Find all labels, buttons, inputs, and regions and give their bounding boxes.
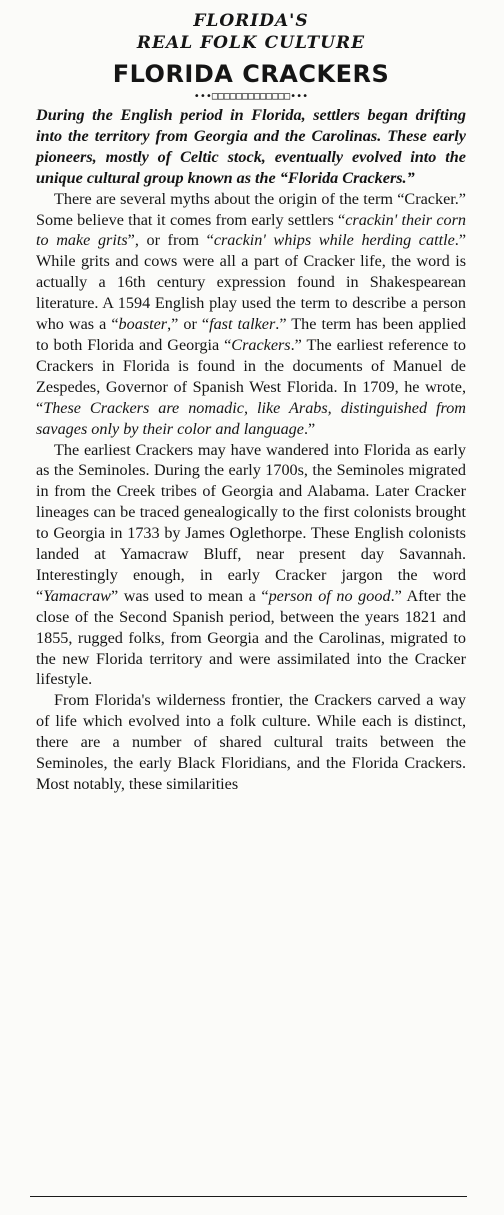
lede-paragraph: During the English period in Florida, settlers began drifting into the territory from Georgia and the Carolinas. These early pioneers, mostly of Celtic stock, eventually evolved into the unique cultural group known as the “Florida Crackers.” [36, 106, 466, 187]
p1-text-8: .” The term has been applied to both Florida and Georgia “ [36, 315, 466, 354]
paragraph-1 [36, 189, 466, 440]
p2-italic-1: Yamacraw [43, 586, 111, 605]
p1-italic-5: boaster [118, 315, 168, 334]
p1-text-0: There are several myths about the origin of the term “Cracker.” Some believe that it comes from early settlers “ [36, 189, 466, 229]
p1-text-4: .” While grits and cows were all a part of Cracker life, the word is actually a 16th century expression found in Shakespearean literature. A 1594 English play used the term to describe a person who was a “ [36, 231, 466, 334]
paragraph-3: From Florida's wilderness frontier, the Crackers carved a way of life which evolved into a folk culture. While each is distinct, there are a number of shared cultural traits between the Seminoles, the early Black Floridians, and the Florida Crackers. Most notably, these similarities [36, 691, 466, 793]
article-title: FLORIDA CRACKERS [112, 60, 390, 88]
paragraph-2 [36, 440, 466, 691]
p1-text-10: .” The earliest reference to Crackers in Florida is found in the documents of Manuel de Zespedes, Governor of Spanish West Florida. In 1709, he wrote, “ [36, 335, 467, 417]
p1-italic-7: fast talker [209, 315, 276, 334]
p2-text-2: ” was used to mean a “ [110, 586, 269, 605]
kicker-line-2: REAL FOLK CULTURE [136, 33, 366, 53]
ornament-divider: •••□□□□□□□□□□□□□••• [193, 91, 309, 102]
p1-text-6: ,” or “ [167, 315, 210, 334]
p1-text-2: ”, or from “ [127, 231, 214, 250]
kicker-line-1: FLORIDA'S [193, 11, 309, 31]
bottom-rule [30, 1196, 467, 1197]
article [36, 10, 466, 795]
p2-text-0: The earliest Crackers may have wandered into Florida as early as the Seminoles. During the early 1700s, the Seminoles migrated in from the Creek tribes of Georgia and Alabama. Later Cracker lineages can be traced genealogically to the first colonists brought to Georgia in 1733 by James Oglethorpe. These English colonists landed at Yamacraw Bluff, near present day Savannah. Interestingly enough, in early Cracker jargon the word “ [36, 440, 466, 605]
p1-italic-3: crackin' whips while herding cattle [213, 231, 455, 250]
p1-text-12: .” [303, 419, 316, 438]
p1-italic-11: These Crackers are nomadic, like Arabs, distinguished from savages only by their color and language [36, 398, 466, 438]
p1-italic-1: crackin' their corn to make grits [36, 210, 466, 250]
p2-italic-3: person of no good [268, 586, 391, 605]
p1-italic-9: Crackers [231, 335, 291, 354]
p2-text-4: .” After the close of the Second Spanish period, between the years 1821 and 1855, rugged folks, from Georgia and the Carolinas, migrated to the new Florida territory and were assimilated into the Cracker lifestyle. [36, 586, 467, 689]
